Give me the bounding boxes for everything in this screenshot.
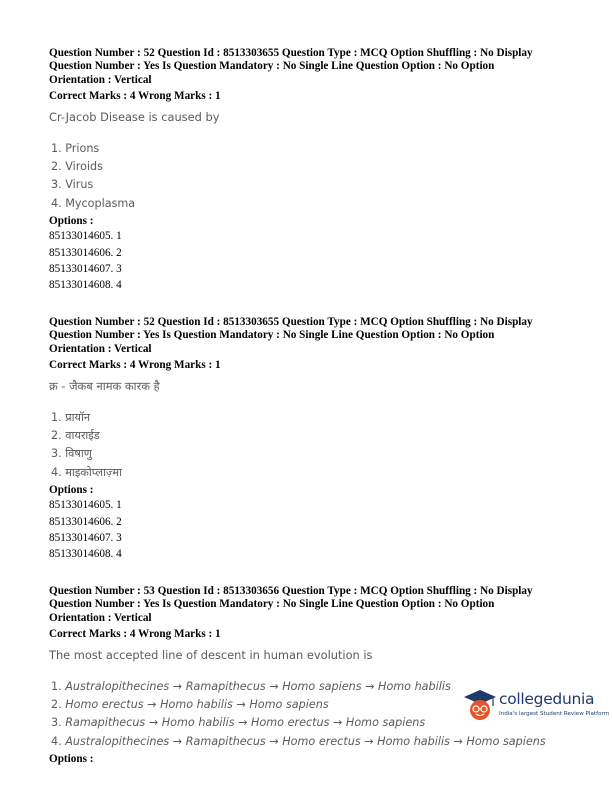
question-text: The most accepted line of descent in human evolution is	[49, 647, 373, 662]
choice-item: 1. Australopithecines → Ramapithecus → Homo sapiens → Homo habilis	[51, 679, 451, 693]
choice-item: 4. Mycoplasma	[51, 196, 136, 210]
question-block-1	[49, 47, 579, 294]
option-id: 85133014607. 3	[49, 263, 122, 276]
question-meta-line: Question Number : Yes Is Question Mandatory : No Single Line Question Option : No Option	[49, 598, 495, 611]
choice-item: 2. Viroids	[51, 160, 103, 174]
options-label: Options :	[49, 753, 94, 766]
question-meta-line: Question Number : 52 Question Id : 8513303655 Question Type : MCQ Option Shuffling : No Display	[49, 47, 533, 59]
options-label: Options :	[49, 215, 94, 228]
choice-item: 3. Virus	[51, 178, 94, 192]
choice-list	[49, 409, 579, 483]
choice-item: 3. विषाणु	[51, 447, 92, 461]
option-id: 85133014607. 3	[49, 532, 122, 545]
question-meta-line: Question Number : Yes Is Question Mandatory : No Single Line Question Option : No Option	[49, 329, 495, 342]
option-id: 85133014608. 4	[49, 548, 122, 561]
question-block-2	[49, 316, 579, 563]
question-block-3	[49, 585, 579, 766]
choice-item: 4. Australopithecines → Ramapithecus → Homo erectus → Homo habilis → Homo sapiens	[51, 734, 546, 748]
choice-item: 3. Ramapithecus → Homo habilis → Homo erectus → Homo sapiens	[51, 716, 426, 730]
choice-list	[49, 140, 579, 214]
question-text: Cr-Jacob Disease is caused by	[49, 109, 220, 124]
option-id: 85133014606. 2	[49, 246, 122, 259]
option-id: 85133014608. 4	[49, 279, 122, 292]
question-meta-line: Question Number : 53 Question Id : 8513303656 Question Type : MCQ Option Shuffling : No Display	[49, 585, 533, 597]
graduate-face-icon	[462, 688, 498, 722]
option-id: 85133014606. 2	[49, 515, 122, 528]
question-meta-line: Orientation : Vertical	[49, 611, 152, 624]
logo-name: collegedunia	[499, 690, 595, 708]
question-meta-line: Orientation : Vertical	[49, 342, 152, 355]
choice-item: 4. माइकोप्लाज़्मा	[51, 465, 122, 479]
logo-tagline: India's largest Student Review Platform	[499, 711, 610, 717]
marks-line: Correct Marks : 4 Wrong Marks : 1	[49, 90, 221, 103]
question-meta-line: Orientation : Vertical	[49, 73, 152, 86]
choice-item: 1. Prions	[51, 141, 100, 155]
marks-line: Correct Marks : 4 Wrong Marks : 1	[49, 628, 221, 641]
choice-item: 1. प्रायॉन	[51, 410, 91, 424]
question-meta-line: Question Number : Yes Is Question Mandatory : No Single Line Question Option : No Option	[49, 60, 495, 73]
question-meta-line: Question Number : 52 Question Id : 8513303655 Question Type : MCQ Option Shuffling : No Display	[49, 316, 533, 328]
option-id: 85133014605. 1	[49, 230, 122, 243]
options-label: Options :	[49, 484, 94, 497]
question-text: क्र - जैकब नामक कारक है	[49, 378, 160, 393]
marks-line: Correct Marks : 4 Wrong Marks : 1	[49, 359, 221, 372]
choice-item: 2. वायराईड	[51, 429, 100, 443]
option-id: 85133014605. 1	[49, 499, 122, 512]
collegedunia-logo	[462, 688, 610, 728]
choice-item: 2. Homo erectus → Homo habilis → Homo sapiens	[51, 698, 329, 712]
